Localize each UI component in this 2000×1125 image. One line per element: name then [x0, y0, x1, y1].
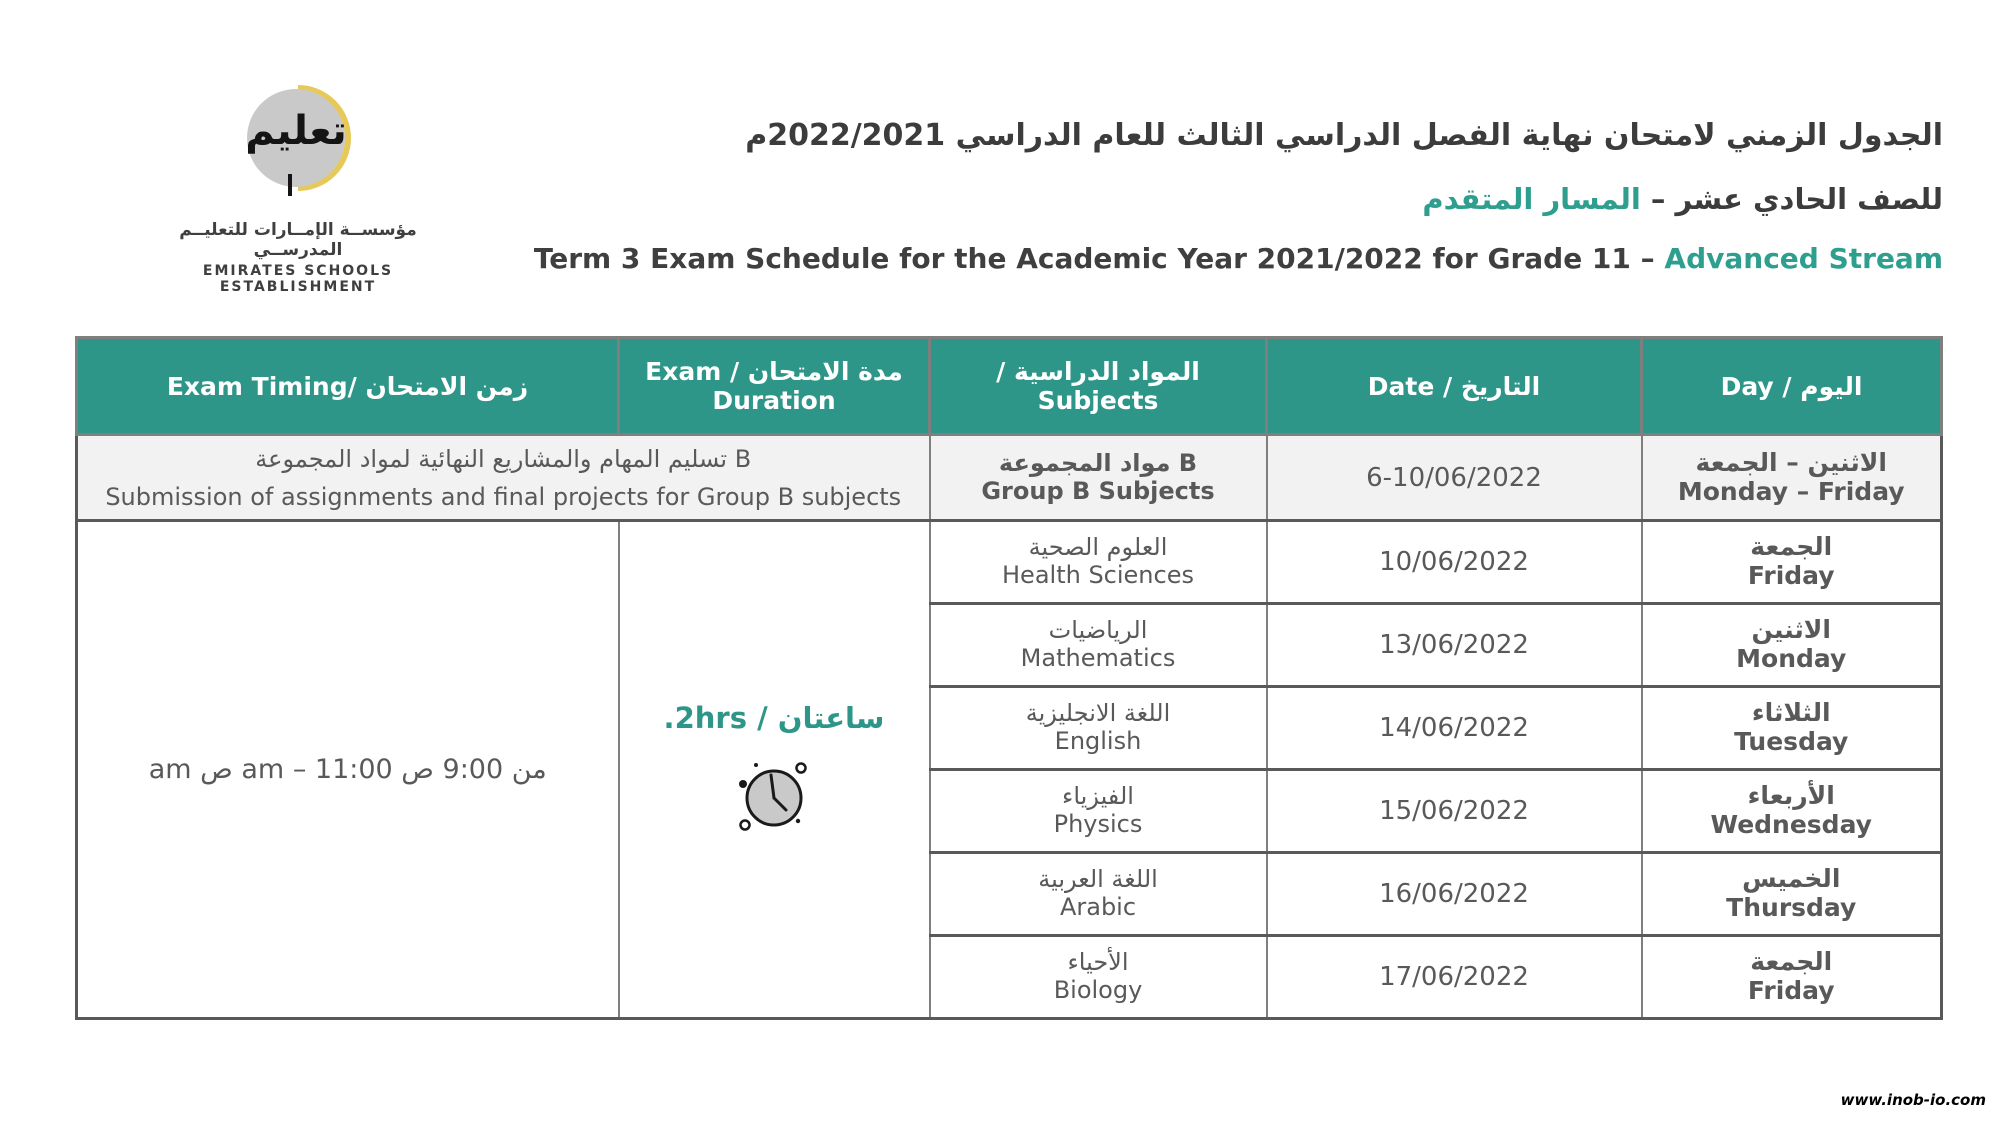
day-arabic: الثلاثاء: [1751, 698, 1831, 727]
subject-english: Health Sciences: [1002, 561, 1194, 589]
subject-cell: [930, 936, 1267, 1019]
subject-arabic: الفيزياء: [1062, 782, 1134, 810]
day-arabic: الأربعاء: [1747, 781, 1835, 810]
subject-cell: [930, 521, 1267, 604]
header-exam-duration: [619, 338, 930, 435]
title-english-accent: Advanced Stream: [1664, 242, 1943, 275]
ese-logo: [138, 78, 458, 295]
header-subjects: المواد الدراسية / Subjects: [930, 338, 1267, 435]
subject-english: Group B Subjects: [981, 476, 1215, 505]
date-cell: 16/06/2022: [1267, 853, 1642, 936]
day-arabic: الجمعة: [1750, 947, 1833, 976]
subject-cell: [930, 435, 1267, 521]
day-english: Monday: [1736, 644, 1847, 673]
day-english: Friday: [1747, 561, 1835, 590]
date-cell: 6-10/06/2022: [1267, 435, 1642, 521]
date-cell: 13/06/2022: [1267, 604, 1642, 687]
header-exam-duration-line1: مدة الامتحان / Exam: [645, 357, 903, 386]
taaleem-logo-icon: [138, 78, 458, 196]
title-english-prefix: Term 3 Exam Schedule for the Academic Year 2021/2022 for Grade 11 –: [533, 242, 1665, 275]
day-cell: [1642, 435, 1942, 521]
header-row: [77, 338, 1942, 435]
date-cell: 15/06/2022: [1267, 770, 1642, 853]
subject-cell: [930, 687, 1267, 770]
exam-duration-merged-cell: [619, 521, 930, 1019]
table-row: [77, 521, 1942, 604]
exam-timing-merged-cell: من 9:00 ص am – 11:00 ص am: [77, 521, 619, 1019]
day-arabic: الاثنين: [1751, 615, 1831, 644]
subject-arabic: الرياضيات: [1048, 616, 1148, 644]
day-arabic: الجمعة: [1750, 532, 1833, 561]
date-cell: 17/06/2022: [1267, 936, 1642, 1019]
title-arabic-line2: [443, 182, 1943, 216]
day-english: Monday – Friday: [1677, 476, 1905, 506]
subject-cell: [930, 770, 1267, 853]
header-exam-duration-line2: Duration: [712, 386, 836, 415]
subject-english: Arabic: [1059, 893, 1137, 921]
title-arabic-line2-accent: المسار المتقدم: [1422, 182, 1641, 216]
title-english: [443, 242, 1943, 275]
subject-english: Mathematics: [1020, 644, 1176, 672]
subject-arabic: اللغة العربية: [1038, 865, 1158, 893]
svg-text:تعليم: تعليم: [245, 108, 347, 154]
title-block: [443, 118, 1943, 275]
title-arabic-line1: الجدول الزمني لامتحان نهاية الفصل الدراسي الثالث للعام الدراسي 2022/2021م: [745, 118, 1943, 153]
group-b-note-english: Submission of assignments and final projects for Group B subjects: [105, 482, 902, 511]
day-cell: [1642, 604, 1942, 687]
group-b-note-arabic: تسليم المهام والمشاريع النهائية لمواد المجموعة B: [255, 444, 752, 473]
title-arabic-line2-prefix: للصف الحادي عشر –: [1640, 182, 1943, 216]
table-row-group-b: [77, 435, 1942, 521]
ese-english-name: EMIRATES SCHOOLS ESTABLISHMENT: [202, 263, 394, 295]
subject-arabic: مواد المجموعة B: [998, 448, 1198, 477]
day-arabic: الاثنين – الجمعة: [1695, 447, 1887, 477]
subject-cell: [930, 853, 1267, 936]
header-exam-timing: زمن الامتحان /Exam Timing: [77, 338, 619, 435]
date-cell: 10/06/2022: [1267, 521, 1642, 604]
subject-english: Biology: [1053, 976, 1143, 1004]
header-date: التاريخ / Date: [1267, 338, 1642, 435]
day-cell: [1642, 770, 1942, 853]
day-english: Thursday: [1726, 893, 1857, 922]
day-cell: [1642, 521, 1942, 604]
exam-schedule-table: [75, 336, 1943, 1020]
group-b-note-cell: [77, 435, 930, 521]
day-english: Friday: [1747, 976, 1835, 1005]
day-cell: [1642, 687, 1942, 770]
day-cell: [1642, 936, 1942, 1019]
clock-icon: [731, 753, 817, 839]
subject-arabic: اللغة الانجليزية: [1025, 699, 1171, 727]
subject-arabic: العلوم الصحية: [1028, 533, 1168, 561]
ese-logo-mark: [138, 78, 458, 196]
duration-text: ساعتان / 2hrs.: [663, 700, 885, 735]
day-arabic: الخميس: [1742, 864, 1841, 893]
date-cell: 14/06/2022: [1267, 687, 1642, 770]
watermark-url: www.inob-io.com: [1840, 1091, 1986, 1109]
subject-english: Physics: [1053, 810, 1143, 838]
subject-cell: [930, 604, 1267, 687]
subject-arabic: الأحياء: [1067, 948, 1129, 976]
day-english: Wednesday: [1710, 810, 1872, 839]
header-day: اليوم / Day: [1642, 338, 1942, 435]
subject-english: English: [1054, 727, 1142, 755]
day-cell: [1642, 853, 1942, 936]
ese-arabic-name: مؤسســة الإمــارات للتعليــم المدرســي: [179, 220, 417, 260]
day-english: Tuesday: [1734, 727, 1849, 756]
